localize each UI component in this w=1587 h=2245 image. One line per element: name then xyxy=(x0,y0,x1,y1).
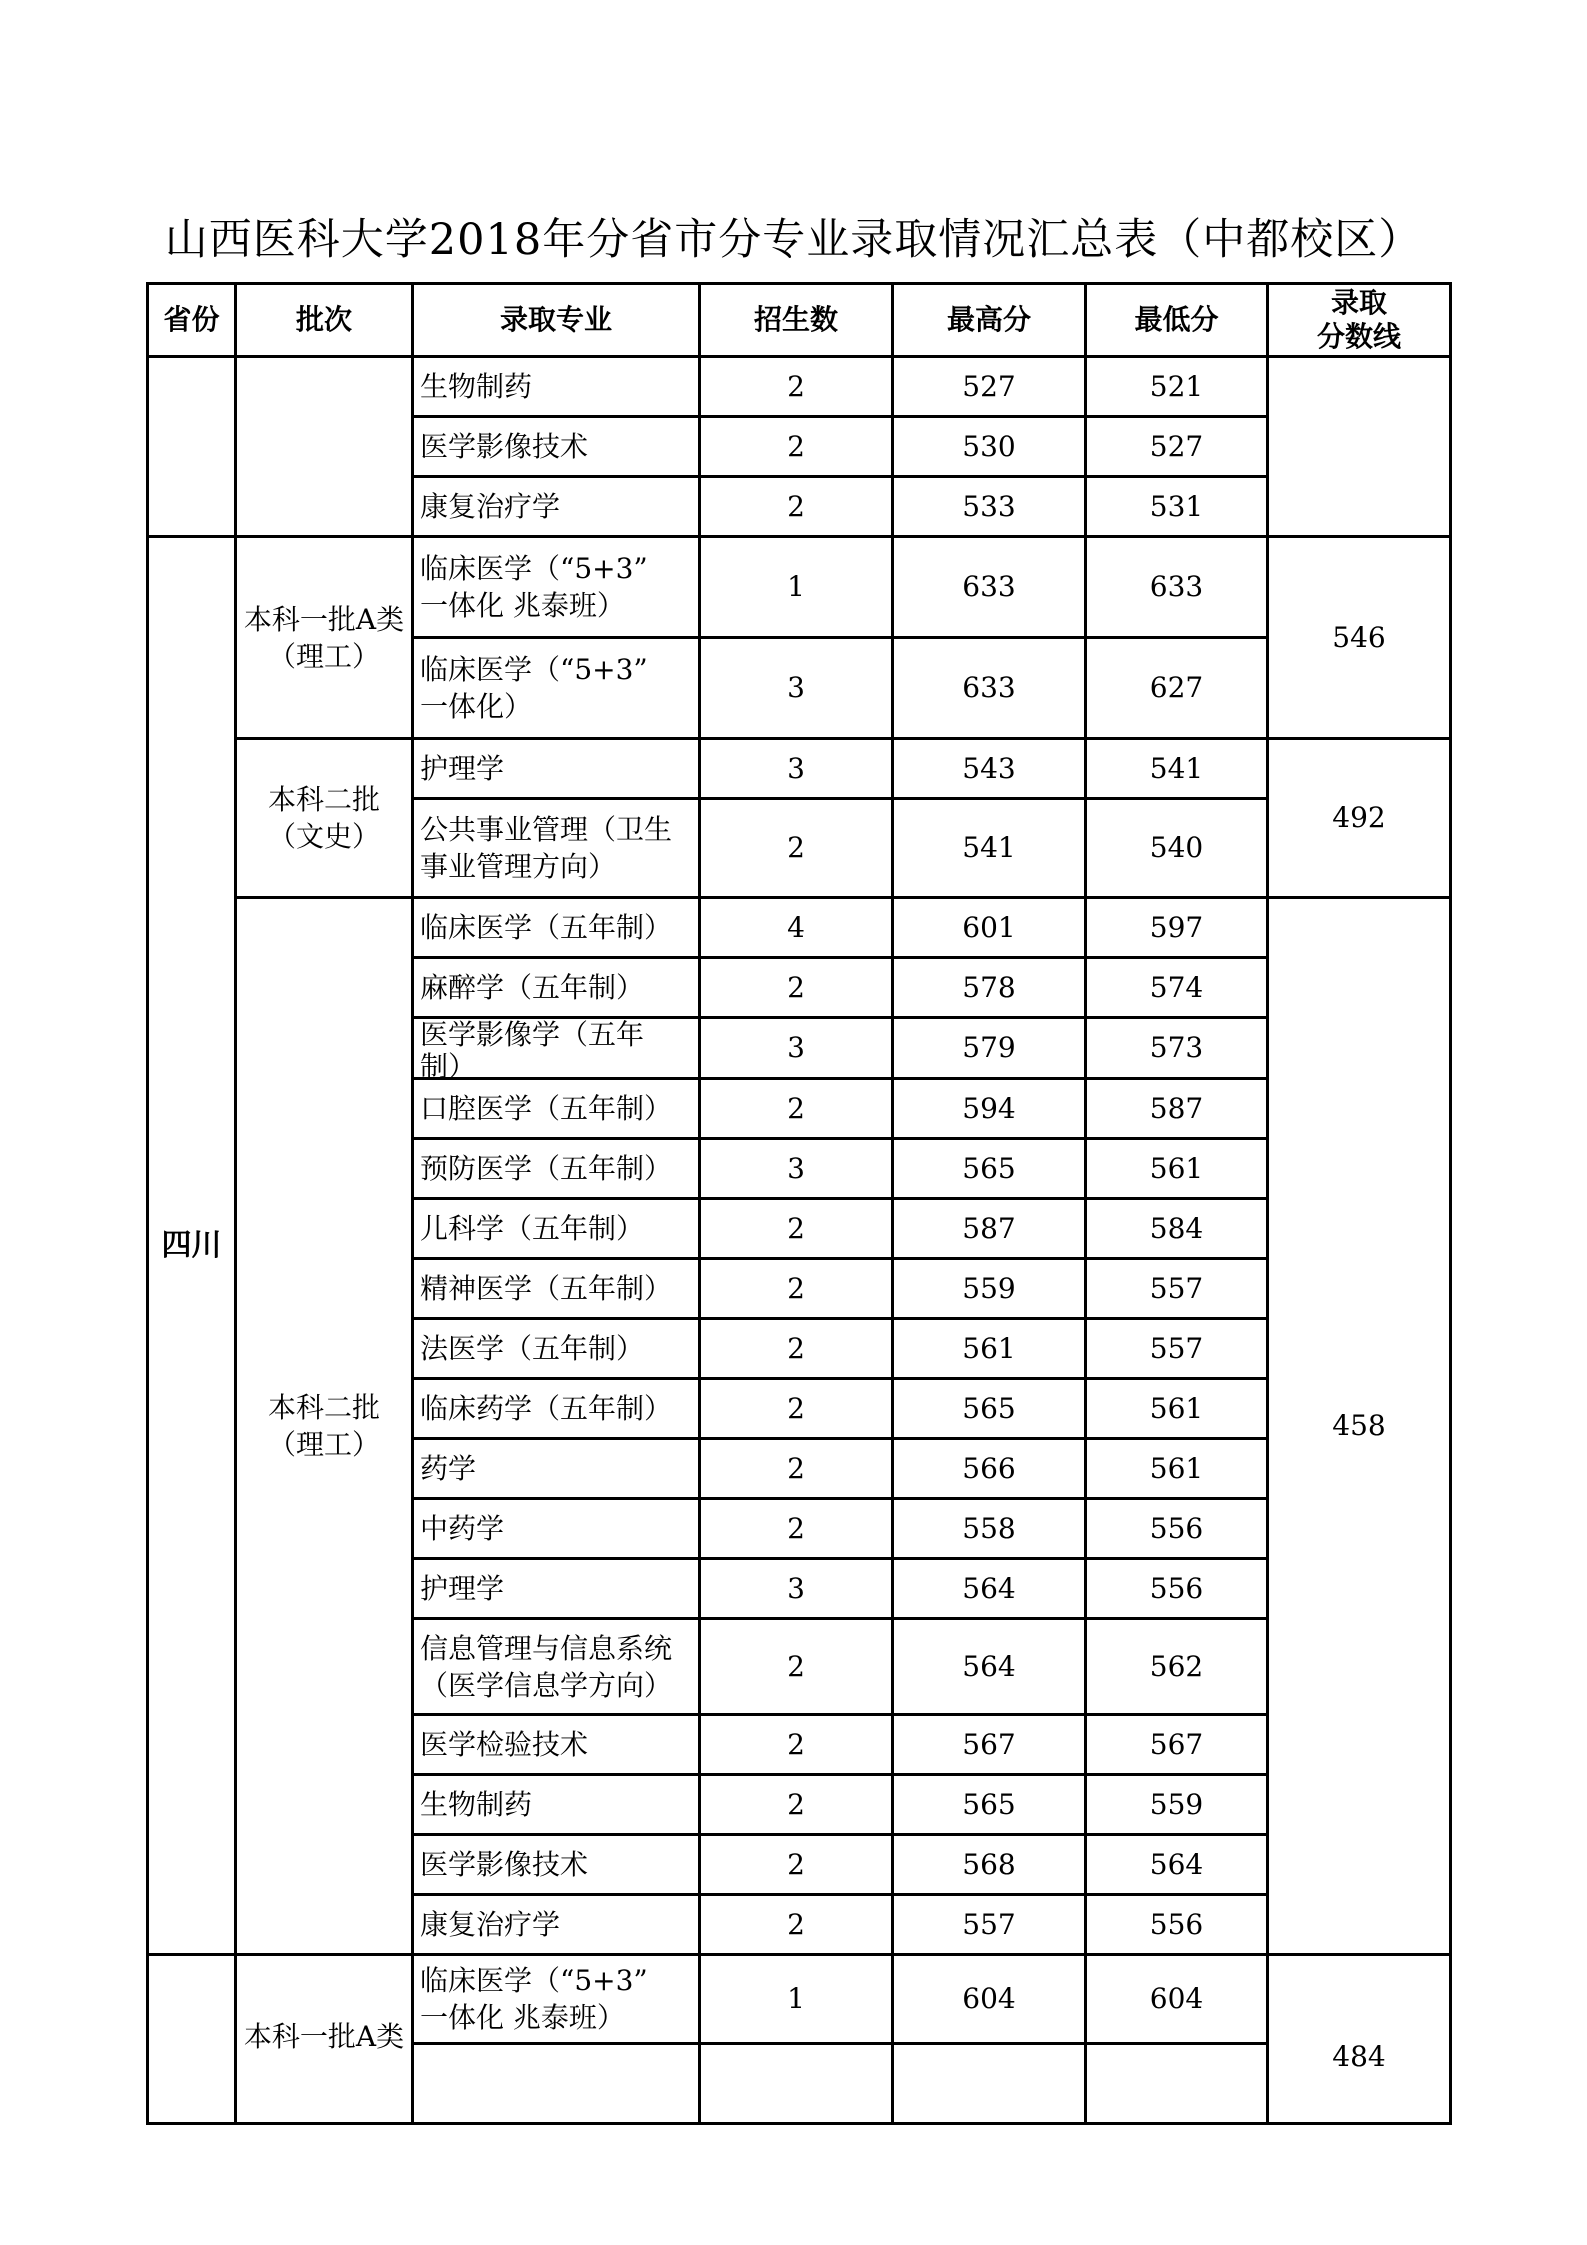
header-major: 录取专业 xyxy=(413,284,700,357)
max-score-cell: 565 xyxy=(893,1139,1086,1199)
batch-cell xyxy=(236,537,413,739)
batch-cell-continued xyxy=(236,357,413,537)
count-cell: 2 xyxy=(700,1199,893,1259)
max-score-cell: 566 xyxy=(893,1439,1086,1499)
major-line: 一体化 兆泰班） xyxy=(420,589,625,622)
cutoff-cell-continued xyxy=(1268,357,1451,537)
count-cell: 2 xyxy=(700,1775,893,1835)
max-score-cell: 565 xyxy=(893,1379,1086,1439)
batch-name: 本科二批 xyxy=(267,783,380,816)
min-score-cell: 587 xyxy=(1086,1079,1268,1139)
header-province: 省份 xyxy=(148,284,236,357)
min-score-cell: 541 xyxy=(1086,739,1268,799)
major-cell: 预防医学（五年制） xyxy=(413,1139,700,1199)
count-cell: 3 xyxy=(700,638,893,739)
min-score-cell: 557 xyxy=(1086,1259,1268,1319)
major-cell: 医学影像技术 xyxy=(413,417,700,477)
major-cell: 精神医学（五年制） xyxy=(413,1259,700,1319)
max-score-cell: 633 xyxy=(893,537,1086,638)
count-cell: 2 xyxy=(700,799,893,898)
header-cutoff-line1: 录取 xyxy=(1330,286,1387,319)
major-cell: 医学检验技术 xyxy=(413,1715,700,1775)
batch-name: 本科二批 xyxy=(267,1391,380,1424)
max-score-cell: 533 xyxy=(893,477,1086,537)
count-cell: 2 xyxy=(700,417,893,477)
cutoff-cell: 484 xyxy=(1268,1955,1451,2124)
count-cell-empty xyxy=(700,2044,893,2124)
major-cell: 麻醉学（五年制） xyxy=(413,958,700,1018)
batch-category: （理工） xyxy=(267,1428,380,1461)
count-cell: 3 xyxy=(700,1559,893,1619)
count-cell: 1 xyxy=(700,537,893,638)
major-line: 公共事业管理（卫生 xyxy=(420,813,673,846)
count-cell: 2 xyxy=(700,1379,893,1439)
header-cutoff xyxy=(1268,284,1451,357)
max-score-cell-empty xyxy=(893,2044,1086,2124)
count-cell: 2 xyxy=(700,1319,893,1379)
count-cell: 2 xyxy=(700,1499,893,1559)
min-score-cell: 556 xyxy=(1086,1559,1268,1619)
major-cell xyxy=(413,537,700,638)
max-score-cell: 557 xyxy=(893,1895,1086,1955)
header-highest: 最高分 xyxy=(893,284,1086,357)
table-row xyxy=(148,357,1451,417)
major-cell: 康复治疗学 xyxy=(413,477,700,537)
min-score-cell: 531 xyxy=(1086,477,1268,537)
table-row xyxy=(148,1955,1451,2044)
min-score-cell: 556 xyxy=(1086,1895,1268,1955)
major-line: 一体化 兆泰班） xyxy=(420,2001,625,2034)
max-score-cell: 565 xyxy=(893,1775,1086,1835)
province-cell-continued xyxy=(148,357,236,537)
min-score-cell: 564 xyxy=(1086,1835,1268,1895)
min-score-cell: 567 xyxy=(1086,1715,1268,1775)
table-header-row xyxy=(148,284,1451,357)
header-enrolled: 招生数 xyxy=(700,284,893,357)
major-line: 临床医学（“5+3” xyxy=(420,1964,648,1997)
min-score-cell: 556 xyxy=(1086,1499,1268,1559)
max-score-cell: 543 xyxy=(893,739,1086,799)
max-score-cell: 594 xyxy=(893,1079,1086,1139)
min-score-cell: 597 xyxy=(1086,898,1268,958)
max-score-cell: 558 xyxy=(893,1499,1086,1559)
min-score-cell: 561 xyxy=(1086,1379,1268,1439)
header-batch: 批次 xyxy=(236,284,413,357)
batch-cell xyxy=(236,1955,413,2124)
major-line: 临床医学（“5+3” xyxy=(420,552,648,585)
count-cell: 4 xyxy=(700,898,893,958)
count-cell: 3 xyxy=(700,739,893,799)
major-line: 一体化） xyxy=(420,690,533,723)
province-cell: 四川 xyxy=(148,537,236,1955)
min-score-cell: 573 xyxy=(1086,1018,1268,1079)
count-cell: 2 xyxy=(700,1259,893,1319)
major-cell xyxy=(413,1018,700,1083)
max-score-cell: 564 xyxy=(893,1559,1086,1619)
major-cell: 医学影像技术 xyxy=(413,1835,700,1895)
count-cell: 1 xyxy=(700,1955,893,2044)
major-cell: 口腔医学（五年制） xyxy=(413,1079,700,1139)
max-score-cell: 578 xyxy=(893,958,1086,1018)
major-cell: 药学 xyxy=(413,1439,700,1499)
major-line: 临床医学（“5+3” xyxy=(420,653,648,686)
major-cell xyxy=(413,1619,700,1715)
count-cell: 2 xyxy=(700,1619,893,1715)
table-row xyxy=(148,739,1451,799)
min-score-cell: 561 xyxy=(1086,1439,1268,1499)
max-score-cell: 561 xyxy=(893,1319,1086,1379)
max-score-cell: 541 xyxy=(893,799,1086,898)
cutoff-cell: 492 xyxy=(1268,739,1451,898)
admission-table xyxy=(146,282,1452,2125)
min-score-cell: 604 xyxy=(1086,1955,1268,2044)
count-cell: 2 xyxy=(700,477,893,537)
batch-cell xyxy=(236,898,413,1955)
major-cell: 中药学 xyxy=(413,1499,700,1559)
batch-name: 本科一批A类 xyxy=(243,602,405,636)
table-row xyxy=(148,537,1451,638)
max-score-cell: 568 xyxy=(893,1835,1086,1895)
header-lowest: 最低分 xyxy=(1086,284,1268,357)
major-cell: 生物制药 xyxy=(413,1775,700,1835)
major-cell-clipped: 医学影像学（五年制） xyxy=(420,1018,645,1083)
admission-table-viewport xyxy=(146,282,1449,2073)
max-score-cell: 527 xyxy=(893,357,1086,417)
major-cell xyxy=(413,1955,700,2044)
max-score-cell: 559 xyxy=(893,1259,1086,1319)
min-score-cell: 540 xyxy=(1086,799,1268,898)
major-cell: 临床医学（五年制） xyxy=(413,898,700,958)
table-row xyxy=(148,898,1451,958)
max-score-cell: 601 xyxy=(893,898,1086,958)
count-cell: 2 xyxy=(700,1835,893,1895)
batch-category: （文史） xyxy=(267,820,380,853)
count-cell: 2 xyxy=(700,1439,893,1499)
min-score-cell: 574 xyxy=(1086,958,1268,1018)
major-cell: 儿科学（五年制） xyxy=(413,1199,700,1259)
min-score-cell: 633 xyxy=(1086,537,1268,638)
count-cell: 2 xyxy=(700,1079,893,1139)
major-cell: 生物制药 xyxy=(413,357,700,417)
max-score-cell: 604 xyxy=(893,1955,1086,2044)
major-line: （医学信息学方向） xyxy=(420,1668,673,1702)
count-cell: 2 xyxy=(700,1715,893,1775)
major-cell: 康复治疗学 xyxy=(413,1895,700,1955)
batch-category: （理工） xyxy=(267,639,380,673)
count-cell: 2 xyxy=(700,958,893,1018)
min-score-cell: 562 xyxy=(1086,1619,1268,1715)
province-cell-next xyxy=(148,1955,236,2124)
min-score-cell: 527 xyxy=(1086,417,1268,477)
max-score-cell: 579 xyxy=(893,1018,1086,1079)
major-cell xyxy=(413,638,700,739)
max-score-cell: 633 xyxy=(893,638,1086,739)
max-score-cell: 530 xyxy=(893,417,1086,477)
min-score-cell: 584 xyxy=(1086,1199,1268,1259)
count-cell: 2 xyxy=(700,357,893,417)
count-cell: 3 xyxy=(700,1018,893,1079)
max-score-cell: 564 xyxy=(893,1619,1086,1715)
min-score-cell: 561 xyxy=(1086,1139,1268,1199)
major-cell: 临床药学（五年制） xyxy=(413,1379,700,1439)
major-cell: 护理学 xyxy=(413,1559,700,1619)
major-cell-empty xyxy=(413,2044,700,2124)
major-cell: 法医学（五年制） xyxy=(413,1319,700,1379)
max-score-cell: 587 xyxy=(893,1199,1086,1259)
major-cell xyxy=(413,799,700,898)
header-cutoff-line2: 分数线 xyxy=(1316,320,1401,353)
min-score-cell: 521 xyxy=(1086,357,1268,417)
major-line: 信息管理与信息系统 xyxy=(420,1631,673,1665)
batch-name: 本科一批A类 xyxy=(243,2020,405,2053)
max-score-cell: 567 xyxy=(893,1715,1086,1775)
count-cell: 2 xyxy=(700,1895,893,1955)
batch-cell xyxy=(236,739,413,898)
count-cell: 3 xyxy=(700,1139,893,1199)
cutoff-cell: 546 xyxy=(1268,537,1451,739)
major-cell: 护理学 xyxy=(413,739,700,799)
min-score-cell: 559 xyxy=(1086,1775,1268,1835)
major-line: 事业管理方向） xyxy=(420,850,617,883)
min-score-cell: 557 xyxy=(1086,1319,1268,1379)
min-score-cell-empty xyxy=(1086,2044,1268,2124)
min-score-cell: 627 xyxy=(1086,638,1268,739)
cutoff-cell: 458 xyxy=(1268,898,1451,1955)
page-title: 山西医科大学2018年分省市分专业录取情况汇总表（中都校区） xyxy=(164,215,1423,265)
